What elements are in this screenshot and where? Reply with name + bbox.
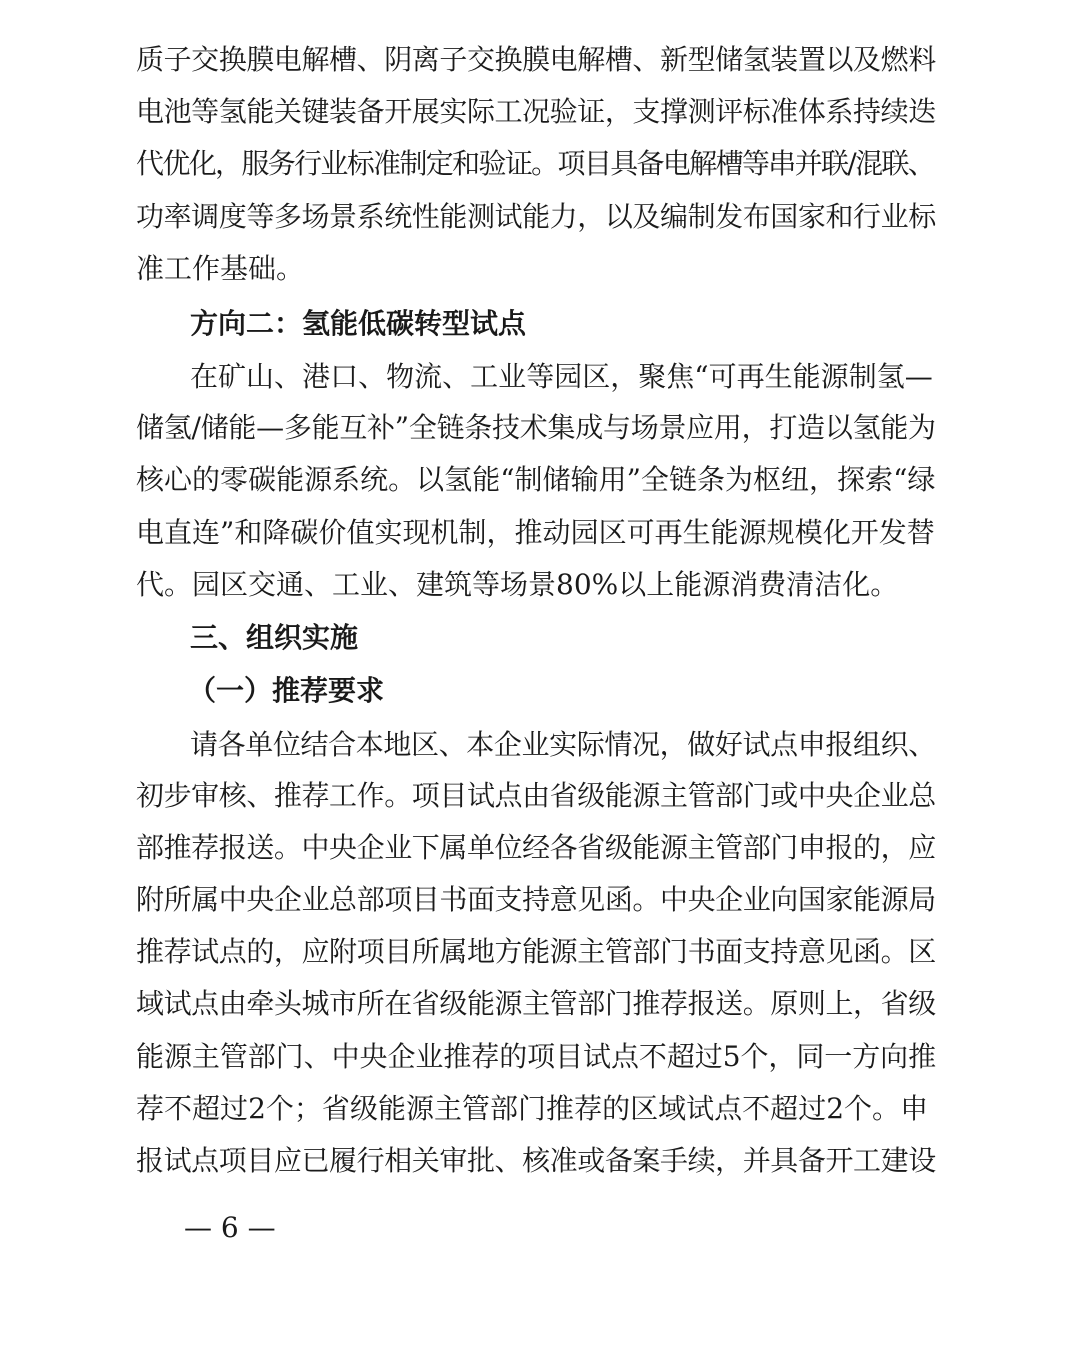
page-number: — 6 — [184,1211,276,1244]
paragraph-3-line: 域试点由牵头城市所在省级能源主管部门推荐报送。原则上，省级 [136,987,937,1020]
paragraph-3-line: 附所属中央企业总部项目书面支持意见函。中央企业向国家能源局 [136,883,937,916]
paragraph-1-line: 代优化，服务行业标准制定和验证。项目具备电解槽等串并联/混联、 [136,147,936,180]
paragraph-2-line: 电直连”和降碳价值实现机制，推动园区可再生能源规模化开发替 [136,516,935,549]
section-3-heading: 三、组织实施 [190,621,359,654]
paragraph-3-line: 初步审核、推荐工作。项目试点由省级能源主管部门或中央企业总 [136,779,937,812]
paragraph-3-line: 请各单位结合本地区、本企业实际情况，做好试点申报组织、 [190,728,937,761]
subsection-1-heading: （一）推荐要求 [188,674,385,707]
paragraph-2-line: 代。园区交通、工业、建筑等场景80%以上能源消费清洁化。 [136,568,899,601]
paragraph-2-line: 核心的零碳能源系统。以氢能“制储输用”全链条为枢纽，探索“绿 [136,463,936,496]
paragraph-3-line: 部推荐报送。中央企业下属单位经各省级能源主管部门申报的，应 [136,831,937,864]
paragraph-3-line: 推荐试点的，应附项目所属地方能源主管部门书面支持意见函。区 [136,935,937,968]
paragraph-3-line: 能源主管部门、中央企业推荐的项目试点不超过5个，同一方向推 [136,1040,937,1073]
paragraph-1-line: 质子交换膜电解槽、阴离子交换膜电解槽、新型储氢装置以及燃料 [136,43,937,76]
paragraph-2-line: 在矿山、港口、物流、工业等园区，聚焦“可再生能源制氢— [190,360,933,393]
paragraph-1-line: 功率调度等多场景系统性能测试能力，以及编制发布国家和行业标 [136,200,937,233]
direction-2-heading: 方向二：氢能低碳转型试点 [190,307,527,340]
paragraph-1-line: 准工作基础。 [136,252,305,285]
paragraph-2-line: 储氢/储能—多能互补”全链条技术集成与场景应用，打造以氢能为 [136,411,937,444]
paragraph-3-line: 荐不超过2个；省级能源主管部门推荐的区域试点不超过2个。申 [136,1092,929,1125]
paragraph-3-line: 报试点项目应已履行相关审批、核准或备案手续，并具备开工建设 [136,1144,937,1177]
paragraph-1-line: 电池等氢能关键装备开展实际工况验证，支撑测评标准体系持续迭 [136,95,937,128]
